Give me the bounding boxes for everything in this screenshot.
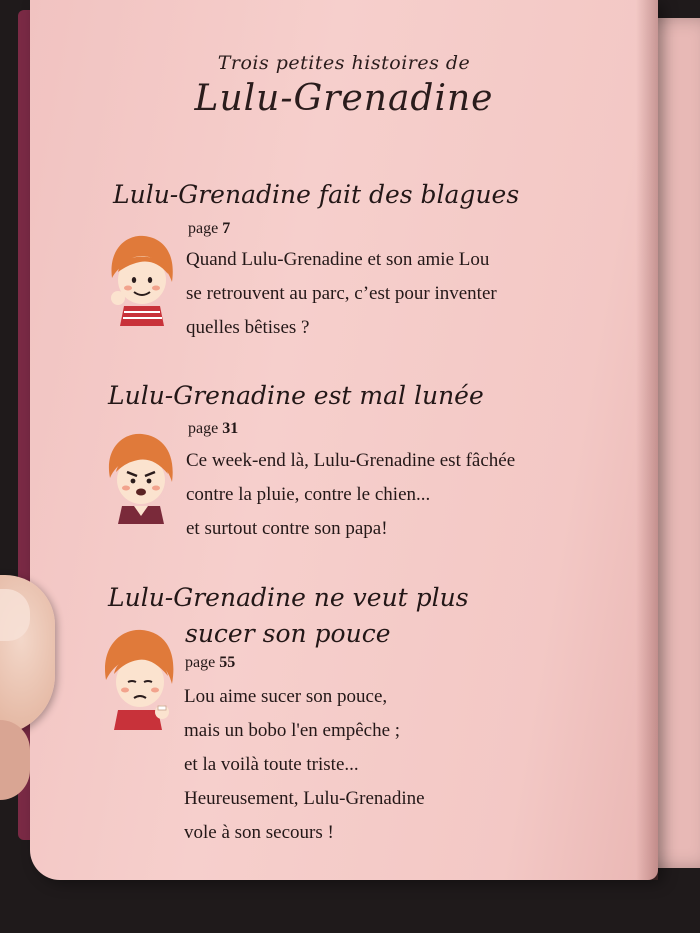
summary-line: mais un bobo l'en empêche ; bbox=[184, 720, 401, 741]
book-page bbox=[30, 0, 658, 880]
summary-line: se retrouvent au parc, c’est pour inventer bbox=[186, 283, 497, 304]
story-page-ref bbox=[188, 220, 230, 238]
page-number: 55 bbox=[219, 654, 236, 671]
thumb-nail bbox=[0, 589, 30, 641]
summary-line: et surtout contre son papa! bbox=[186, 518, 388, 539]
story-title-line-2: sucer son pouce bbox=[185, 619, 391, 648]
lulu-happy-illustration bbox=[102, 230, 180, 330]
summary-line: Heureusement, Lulu-Grenadine bbox=[184, 788, 425, 809]
story-summary bbox=[184, 680, 425, 850]
summary-line: Ce week-end là, Lulu-Grenadine est fâchée bbox=[186, 450, 516, 471]
summary-line: Lou aime sucer son pouce, bbox=[184, 686, 388, 707]
book-subtitle: Trois petites histoires de bbox=[217, 52, 471, 74]
story-summary bbox=[186, 243, 497, 345]
book-title: Lulu-Grenadine bbox=[194, 78, 494, 119]
summary-line: et la voilà toute triste... bbox=[184, 754, 359, 775]
page-number: 7 bbox=[222, 220, 231, 237]
page-number: 31 bbox=[222, 420, 239, 437]
summary-line: Quand Lulu-Grenadine et son amie Lou bbox=[186, 249, 490, 270]
story-page-ref bbox=[185, 654, 235, 672]
story-title: Lulu-Grenadine est mal lunée bbox=[108, 381, 484, 410]
page-label: page bbox=[188, 220, 219, 237]
page-label: page bbox=[185, 654, 216, 671]
summary-line: contre la pluie, contre le chien... bbox=[186, 484, 431, 505]
lulu-angry-illustration bbox=[100, 426, 180, 526]
story-title: Lulu-Grenadine fait des blagues bbox=[113, 180, 520, 209]
story-summary bbox=[186, 444, 515, 546]
page-gutter-shadow bbox=[636, 0, 658, 880]
story-page-ref bbox=[188, 420, 238, 438]
summary-line: quelles bêtises ? bbox=[186, 317, 310, 338]
story-title-line-1: Lulu-Grenadine ne veut plus bbox=[108, 583, 469, 612]
lulu-sad-illustration bbox=[98, 622, 180, 734]
page-label: page bbox=[188, 420, 219, 437]
summary-line: vole à son secours ! bbox=[184, 822, 334, 843]
